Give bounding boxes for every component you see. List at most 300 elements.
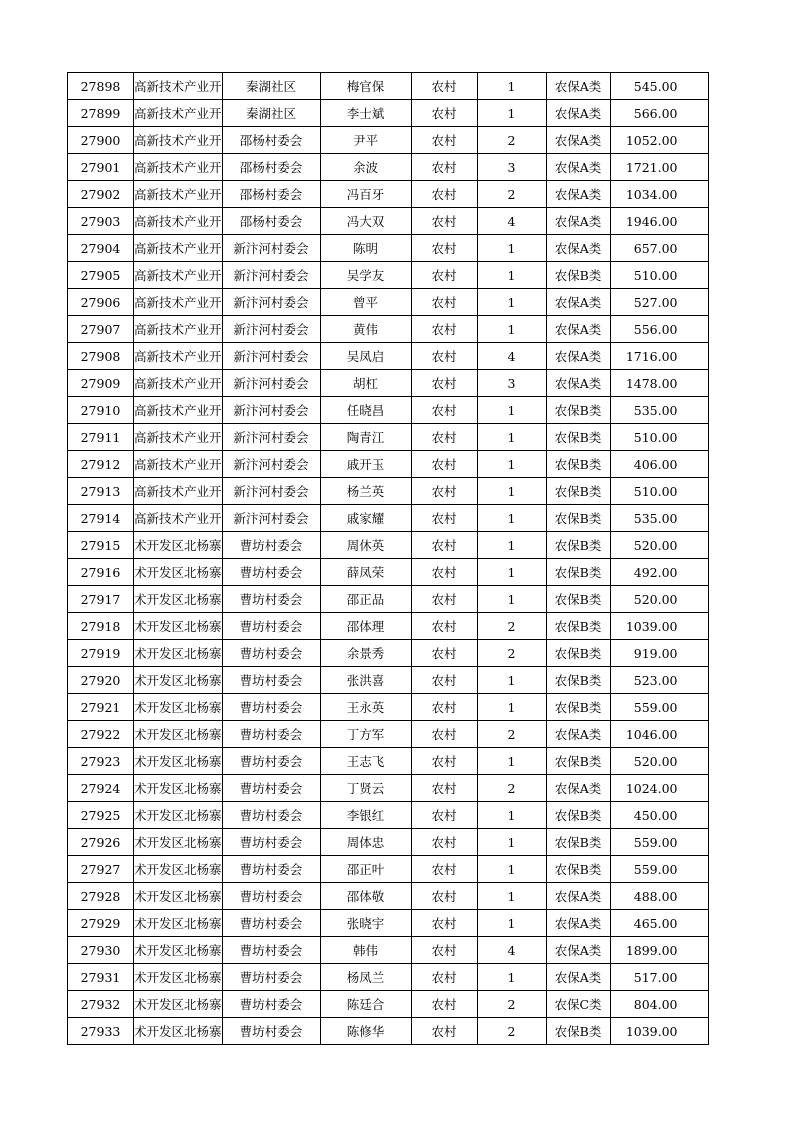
table-row [68,694,709,721]
district-cell: 高新技术产业开 [134,235,223,262]
category-cell: 农保A类 [546,181,610,208]
district-cell: 高新技术产业开 [134,478,223,505]
table-row [68,559,709,586]
category-cell: 农保B类 [546,505,610,532]
household-count-cell: 1 [477,910,546,937]
record-id-cell: 27908 [68,343,134,370]
district-cell: 术开发区北杨寨 [134,829,223,856]
community-cell: 曹坊村委会 [222,964,320,991]
table-row [68,100,709,127]
category-cell: 农保B类 [546,586,610,613]
table-row [68,343,709,370]
district-cell: 术开发区北杨寨 [134,721,223,748]
community-cell: 曹坊村委会 [222,1018,320,1045]
name-cell: 李银红 [320,802,411,829]
district-cell: 术开发区北杨寨 [134,559,223,586]
community-cell: 邵杨村委会 [222,154,320,181]
residence-type-cell: 农村 [411,424,477,451]
community-cell: 曹坊村委会 [222,748,320,775]
record-id-cell: 27929 [68,910,134,937]
community-cell: 新汴河村委会 [222,505,320,532]
household-count-cell: 4 [477,937,546,964]
amount-cell: 517.00 [610,964,708,991]
residence-type-cell: 农村 [411,856,477,883]
district-cell: 术开发区北杨寨 [134,856,223,883]
category-cell: 农保A类 [546,208,610,235]
district-cell: 高新技术产业开 [134,73,223,100]
table-body [68,73,709,1045]
category-cell: 农保B类 [546,559,610,586]
district-cell: 高新技术产业开 [134,127,223,154]
record-id-cell: 27910 [68,397,134,424]
amount-cell: 523.00 [610,667,708,694]
residence-type-cell: 农村 [411,289,477,316]
residence-type-cell: 农村 [411,181,477,208]
amount-cell: 1721.00 [610,154,708,181]
table-row [68,613,709,640]
amount-cell: 520.00 [610,586,708,613]
category-cell: 农保B类 [546,1018,610,1045]
community-cell: 曹坊村委会 [222,640,320,667]
name-cell: 邵正品 [320,586,411,613]
name-cell: 尹平 [320,127,411,154]
category-cell: 农保C类 [546,991,610,1018]
record-id-cell: 27906 [68,289,134,316]
record-id-cell: 27904 [68,235,134,262]
record-id-cell: 27903 [68,208,134,235]
residence-type-cell: 农村 [411,748,477,775]
record-id-cell: 27917 [68,586,134,613]
name-cell: 冯百牙 [320,181,411,208]
category-cell: 农保B类 [546,451,610,478]
table-row [68,127,709,154]
table-row [68,1018,709,1045]
table-row [68,964,709,991]
community-cell: 新汴河村委会 [222,343,320,370]
category-cell: 农保A类 [546,370,610,397]
record-id-cell: 27909 [68,370,134,397]
amount-cell: 527.00 [610,289,708,316]
table-row [68,289,709,316]
residence-type-cell: 农村 [411,505,477,532]
name-cell: 戚开玉 [320,451,411,478]
household-count-cell: 1 [477,964,546,991]
table-row [68,532,709,559]
table-row [68,451,709,478]
district-cell: 术开发区北杨寨 [134,937,223,964]
household-count-cell: 2 [477,181,546,208]
district-cell: 术开发区北杨寨 [134,613,223,640]
residence-type-cell: 农村 [411,991,477,1018]
amount-cell: 450.00 [610,802,708,829]
community-cell: 新汴河村委会 [222,478,320,505]
table-row [68,910,709,937]
name-cell: 李士斌 [320,100,411,127]
record-id-cell: 27919 [68,640,134,667]
district-cell: 术开发区北杨寨 [134,640,223,667]
category-cell: 农保A类 [546,154,610,181]
record-id-cell: 27928 [68,883,134,910]
table-row [68,208,709,235]
household-count-cell: 4 [477,208,546,235]
name-cell: 余波 [320,154,411,181]
residence-type-cell: 农村 [411,559,477,586]
table-row [68,586,709,613]
household-count-cell: 3 [477,154,546,181]
community-cell: 曹坊村委会 [222,991,320,1018]
household-count-cell: 1 [477,667,546,694]
district-cell: 术开发区北杨寨 [134,748,223,775]
district-cell: 高新技术产业开 [134,262,223,289]
district-cell: 高新技术产业开 [134,208,223,235]
record-id-cell: 27907 [68,316,134,343]
household-count-cell: 1 [477,505,546,532]
residence-type-cell: 农村 [411,316,477,343]
community-cell: 新汴河村委会 [222,451,320,478]
district-cell: 高新技术产业开 [134,316,223,343]
residence-type-cell: 农村 [411,262,477,289]
community-cell: 曹坊村委会 [222,937,320,964]
category-cell: 农保B类 [546,829,610,856]
category-cell: 农保A类 [546,127,610,154]
community-cell: 新汴河村委会 [222,235,320,262]
table-row [68,154,709,181]
community-cell: 秦湖社区 [222,73,320,100]
data-table [67,72,709,1045]
amount-cell: 919.00 [610,640,708,667]
name-cell: 王永英 [320,694,411,721]
name-cell: 邵体理 [320,613,411,640]
residence-type-cell: 农村 [411,937,477,964]
record-id-cell: 27933 [68,1018,134,1045]
record-id-cell: 27930 [68,937,134,964]
district-cell: 术开发区北杨寨 [134,910,223,937]
record-id-cell: 27927 [68,856,134,883]
residence-type-cell: 农村 [411,694,477,721]
category-cell: 农保A类 [546,775,610,802]
household-count-cell: 1 [477,748,546,775]
table-row [68,640,709,667]
community-cell: 曹坊村委会 [222,856,320,883]
community-cell: 新汴河村委会 [222,316,320,343]
community-cell: 曹坊村委会 [222,667,320,694]
district-cell: 高新技术产业开 [134,343,223,370]
name-cell: 曾平 [320,289,411,316]
community-cell: 邵杨村委会 [222,181,320,208]
amount-cell: 510.00 [610,262,708,289]
amount-cell: 566.00 [610,100,708,127]
residence-type-cell: 农村 [411,397,477,424]
name-cell: 梅官保 [320,73,411,100]
record-id-cell: 27914 [68,505,134,532]
table-row [68,73,709,100]
residence-type-cell: 农村 [411,370,477,397]
name-cell: 陈廷合 [320,991,411,1018]
record-id-cell: 27925 [68,802,134,829]
residence-type-cell: 农村 [411,883,477,910]
name-cell: 杨凤兰 [320,964,411,991]
record-id-cell: 27902 [68,181,134,208]
table-row [68,937,709,964]
household-count-cell: 1 [477,451,546,478]
district-cell: 高新技术产业开 [134,370,223,397]
table-row [68,370,709,397]
name-cell: 邵体敬 [320,883,411,910]
name-cell: 吴学友 [320,262,411,289]
table-row [68,721,709,748]
community-cell: 曹坊村委会 [222,775,320,802]
category-cell: 农保A类 [546,289,610,316]
community-cell: 曹坊村委会 [222,910,320,937]
table-row [68,829,709,856]
district-cell: 高新技术产业开 [134,451,223,478]
community-cell: 新汴河村委会 [222,289,320,316]
community-cell: 新汴河村委会 [222,262,320,289]
district-cell: 术开发区北杨寨 [134,964,223,991]
amount-cell: 1046.00 [610,721,708,748]
residence-type-cell: 农村 [411,451,477,478]
residence-type-cell: 农村 [411,127,477,154]
household-count-cell: 1 [477,883,546,910]
residence-type-cell: 农村 [411,532,477,559]
amount-cell: 559.00 [610,856,708,883]
name-cell: 任晓昌 [320,397,411,424]
district-cell: 术开发区北杨寨 [134,802,223,829]
amount-cell: 1478.00 [610,370,708,397]
household-count-cell: 1 [477,586,546,613]
district-cell: 高新技术产业开 [134,424,223,451]
residence-type-cell: 农村 [411,100,477,127]
category-cell: 农保B类 [546,532,610,559]
table-row [68,748,709,775]
name-cell: 冯大双 [320,208,411,235]
amount-cell: 804.00 [610,991,708,1018]
category-cell: 农保B类 [546,424,610,451]
district-cell: 术开发区北杨寨 [134,694,223,721]
household-count-cell: 1 [477,829,546,856]
record-id-cell: 27915 [68,532,134,559]
household-count-cell: 2 [477,1018,546,1045]
residence-type-cell: 农村 [411,667,477,694]
residence-type-cell: 农村 [411,586,477,613]
category-cell: 农保B类 [546,397,610,424]
table-row [68,775,709,802]
table-row [68,667,709,694]
district-cell: 高新技术产业开 [134,154,223,181]
residence-type-cell: 农村 [411,208,477,235]
household-count-cell: 2 [477,640,546,667]
name-cell: 邵正叶 [320,856,411,883]
table-row [68,235,709,262]
household-count-cell: 1 [477,289,546,316]
residence-type-cell: 农村 [411,802,477,829]
residence-type-cell: 农村 [411,910,477,937]
household-count-cell: 1 [477,100,546,127]
residence-type-cell: 农村 [411,829,477,856]
table-row [68,262,709,289]
district-cell: 术开发区北杨寨 [134,532,223,559]
district-cell: 术开发区北杨寨 [134,991,223,1018]
name-cell: 杨兰英 [320,478,411,505]
amount-cell: 1039.00 [610,613,708,640]
residence-type-cell: 农村 [411,343,477,370]
amount-cell: 488.00 [610,883,708,910]
community-cell: 新汴河村委会 [222,424,320,451]
record-id-cell: 27920 [68,667,134,694]
household-count-cell: 2 [477,127,546,154]
household-count-cell: 1 [477,262,546,289]
residence-type-cell: 农村 [411,640,477,667]
category-cell: 农保B类 [546,802,610,829]
record-id-cell: 27932 [68,991,134,1018]
community-cell: 曹坊村委会 [222,802,320,829]
name-cell: 戚家耀 [320,505,411,532]
amount-cell: 559.00 [610,694,708,721]
category-cell: 农保B类 [546,613,610,640]
household-count-cell: 1 [477,559,546,586]
category-cell: 农保A类 [546,316,610,343]
category-cell: 农保A类 [546,937,610,964]
category-cell: 农保B类 [546,262,610,289]
record-id-cell: 27916 [68,559,134,586]
record-id-cell: 27911 [68,424,134,451]
household-count-cell: 1 [477,316,546,343]
name-cell: 吴凤启 [320,343,411,370]
amount-cell: 510.00 [610,478,708,505]
amount-cell: 1024.00 [610,775,708,802]
amount-cell: 556.00 [610,316,708,343]
record-id-cell: 27898 [68,73,134,100]
residence-type-cell: 农村 [411,235,477,262]
table-row [68,316,709,343]
community-cell: 秦湖社区 [222,100,320,127]
name-cell: 陈明 [320,235,411,262]
household-count-cell: 1 [477,424,546,451]
community-cell: 曹坊村委会 [222,829,320,856]
amount-cell: 535.00 [610,505,708,532]
community-cell: 邵杨村委会 [222,127,320,154]
household-count-cell: 1 [477,856,546,883]
household-count-cell: 2 [477,775,546,802]
name-cell: 丁贤云 [320,775,411,802]
amount-cell: 535.00 [610,397,708,424]
district-cell: 高新技术产业开 [134,100,223,127]
amount-cell: 520.00 [610,532,708,559]
residence-type-cell: 农村 [411,613,477,640]
record-id-cell: 27924 [68,775,134,802]
community-cell: 曹坊村委会 [222,721,320,748]
table-row [68,397,709,424]
record-id-cell: 27918 [68,613,134,640]
table-row [68,181,709,208]
household-count-cell: 2 [477,991,546,1018]
record-id-cell: 27921 [68,694,134,721]
district-cell: 术开发区北杨寨 [134,1018,223,1045]
residence-type-cell: 农村 [411,154,477,181]
community-cell: 曹坊村委会 [222,613,320,640]
record-id-cell: 27899 [68,100,134,127]
household-count-cell: 1 [477,235,546,262]
name-cell: 张晓宇 [320,910,411,937]
household-count-cell: 1 [477,532,546,559]
record-id-cell: 27931 [68,964,134,991]
record-id-cell: 27905 [68,262,134,289]
category-cell: 农保A类 [546,964,610,991]
record-id-cell: 27913 [68,478,134,505]
household-count-cell: 1 [477,73,546,100]
category-cell: 农保A类 [546,721,610,748]
table-row [68,991,709,1018]
residence-type-cell: 农村 [411,964,477,991]
amount-cell: 465.00 [610,910,708,937]
record-id-cell: 27901 [68,154,134,181]
category-cell: 农保B类 [546,856,610,883]
category-cell: 农保A类 [546,100,610,127]
name-cell: 黄伟 [320,316,411,343]
table-row [68,883,709,910]
district-cell: 术开发区北杨寨 [134,667,223,694]
record-id-cell: 27923 [68,748,134,775]
residence-type-cell: 农村 [411,478,477,505]
amount-cell: 1899.00 [610,937,708,964]
district-cell: 高新技术产业开 [134,289,223,316]
district-cell: 高新技术产业开 [134,181,223,208]
table-row [68,802,709,829]
amount-cell: 1052.00 [610,127,708,154]
amount-cell: 510.00 [610,424,708,451]
district-cell: 术开发区北杨寨 [134,586,223,613]
category-cell: 农保A类 [546,883,610,910]
name-cell: 陈修华 [320,1018,411,1045]
amount-cell: 492.00 [610,559,708,586]
household-count-cell: 1 [477,397,546,424]
category-cell: 农保B类 [546,640,610,667]
community-cell: 曹坊村委会 [222,532,320,559]
record-id-cell: 27900 [68,127,134,154]
household-count-cell: 2 [477,613,546,640]
district-cell: 术开发区北杨寨 [134,775,223,802]
residence-type-cell: 农村 [411,775,477,802]
district-cell: 高新技术产业开 [134,505,223,532]
table-row [68,478,709,505]
name-cell: 余景秀 [320,640,411,667]
district-cell: 高新技术产业开 [134,397,223,424]
community-cell: 曹坊村委会 [222,559,320,586]
record-id-cell: 27926 [68,829,134,856]
table-row [68,424,709,451]
amount-cell: 545.00 [610,73,708,100]
category-cell: 农保A类 [546,343,610,370]
name-cell: 周休英 [320,532,411,559]
community-cell: 曹坊村委会 [222,586,320,613]
category-cell: 农保A类 [546,73,610,100]
name-cell: 王志飞 [320,748,411,775]
table-row [68,856,709,883]
amount-cell: 1034.00 [610,181,708,208]
name-cell: 胡杠 [320,370,411,397]
household-count-cell: 3 [477,370,546,397]
name-cell: 韩伟 [320,937,411,964]
table-row [68,505,709,532]
name-cell: 陶青江 [320,424,411,451]
category-cell: 农保A类 [546,910,610,937]
household-count-cell: 4 [477,343,546,370]
amount-cell: 1716.00 [610,343,708,370]
community-cell: 新汴河村委会 [222,370,320,397]
name-cell: 丁方军 [320,721,411,748]
amount-cell: 1039.00 [610,1018,708,1045]
category-cell: 农保A类 [546,235,610,262]
